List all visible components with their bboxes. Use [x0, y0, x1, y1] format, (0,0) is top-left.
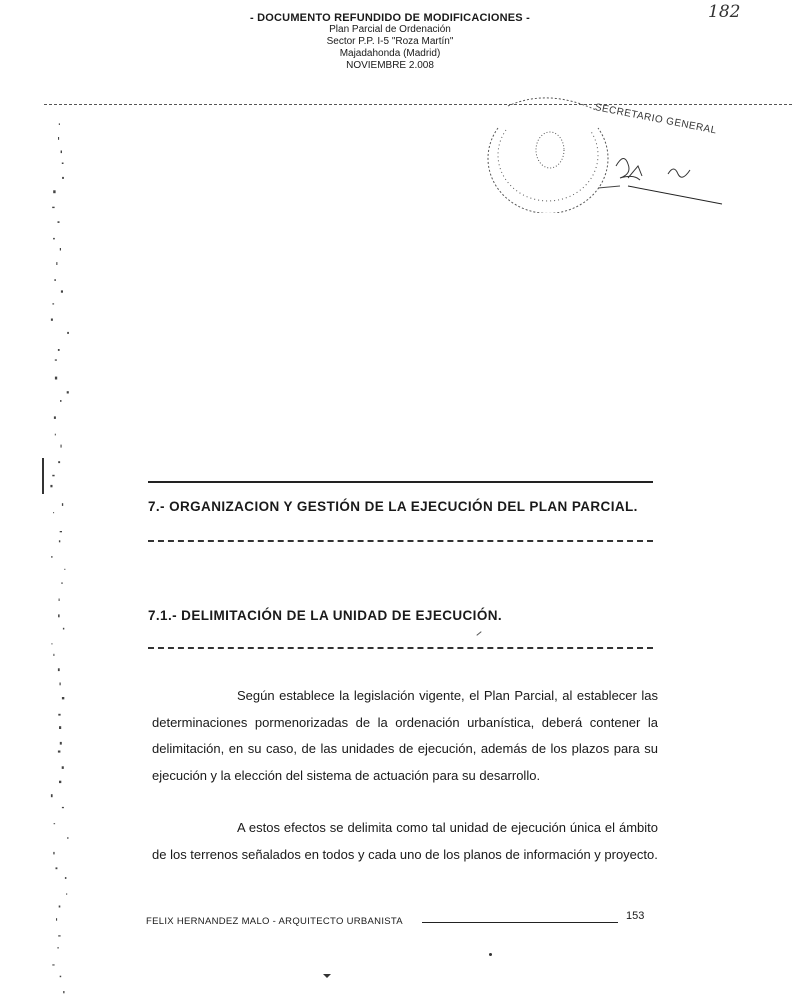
scan-speck: [54, 823, 56, 824]
paragraph-text: A estos efectos se delimita como tal unidad de ejecución única el ámbito de los terrenos señalados en todos y cada uno de los planos de información y proyecto.: [152, 820, 658, 862]
scan-speck: [58, 137, 59, 140]
page-number: 153: [626, 910, 645, 922]
scan-speck: [56, 867, 58, 869]
scan-speck: [58, 668, 60, 671]
scan-speck: [58, 714, 60, 716]
scan-speck: [63, 991, 64, 993]
scan-speck: [58, 614, 60, 617]
header-municipality: Majadahonda (Madrid): [339, 48, 441, 59]
scan-speck: [61, 151, 62, 154]
scan-speck: [65, 877, 67, 879]
scan-speck: [60, 531, 62, 532]
scan-speck: [61, 445, 62, 448]
arrow-down-icon: [322, 973, 332, 979]
handwritten-folio-number: 182: [708, 2, 741, 22]
subsection-rule: [148, 647, 653, 649]
scan-speck: [60, 248, 61, 251]
page-footer: [146, 910, 656, 930]
scan-speck: [62, 177, 64, 179]
scan-speck: [60, 400, 62, 402]
scan-speck: [64, 569, 65, 570]
scan-speck: [58, 461, 60, 463]
scan-speck: [63, 628, 64, 630]
body-paragraph: [152, 683, 658, 789]
header-title: - DOCUMENTO REFUNDIDO DE MODIFICACIONES -: [250, 12, 530, 24]
scan-speck: [62, 807, 64, 808]
scan-speck: [53, 654, 54, 656]
scan-speck: [59, 123, 60, 125]
scan-speck: [59, 906, 61, 908]
scan-speck: [53, 190, 55, 193]
scan-speck: [52, 207, 54, 208]
scan-speck: [51, 319, 53, 321]
scan-speck: [61, 290, 63, 292]
scan-speck: [55, 434, 56, 436]
scan-speck: [66, 893, 67, 894]
scan-speck: [55, 359, 57, 360]
scan-speck: [59, 726, 61, 729]
scan-speck: [60, 683, 61, 686]
scan-speck: [67, 332, 69, 334]
scan-speck: [58, 221, 60, 223]
scan-speck: [476, 631, 481, 636]
paragraph-text: Según establece la legislación vigente, el Plan Parcial, al establecer las determinaciones pormenorizadas de la ordenación urbanística, deberá contener la delimitación, en su caso, de las unidades de ejecución, además de los plazos para su ejecución y la elección del sistema de actuación para su desarrollo.: [152, 688, 658, 783]
scan-speck: [59, 599, 60, 602]
scan-speck: [52, 964, 54, 965]
scan-speck: [52, 303, 54, 304]
scan-speck: [51, 643, 52, 644]
scan-speck: [55, 377, 57, 380]
footer-author: FELIX HERNANDEZ MALO - ARQUITECTO URBANISTA: [146, 916, 403, 927]
scan-speck: [51, 794, 53, 797]
section-heading: 7.- ORGANIZACION Y GESTIÓN DE LA EJECUCIÓN DEL PLAN PARCIAL.: [148, 499, 638, 514]
header-date: NOVIEMBRE 2.008: [346, 60, 434, 71]
scan-speck: [58, 751, 61, 753]
scan-speck: [53, 852, 54, 855]
scan-speck: [50, 485, 52, 487]
scan-speck: [58, 349, 60, 351]
scan-speck: [489, 953, 492, 956]
scan-speck: [59, 781, 61, 783]
scan-speck: [52, 475, 54, 477]
scan-speck: [62, 163, 64, 165]
stamp-label: SECRETARIO GENERAL: [593, 102, 718, 137]
footer-rule: [422, 922, 618, 923]
scan-speck: [62, 503, 63, 506]
section-rule-bottom: [148, 540, 653, 542]
scan-speck: [56, 262, 57, 265]
scan-speck: [62, 697, 64, 699]
scan-speck: [58, 935, 60, 936]
subsection-heading: 7.1.- DELIMITACIÓN DE LA UNIDAD DE EJECUCIÓN.: [148, 608, 503, 623]
scan-speck: [54, 279, 56, 281]
official-seal-stamp: [478, 88, 748, 213]
scan-speck: [60, 976, 62, 978]
header-plan: Plan Parcial de Ordenación: [329, 24, 451, 35]
scan-speck: [60, 742, 62, 745]
scan-speck: [57, 947, 59, 948]
scan-speck: [61, 583, 63, 584]
scan-speck: [53, 238, 55, 240]
scan-speck: [51, 556, 52, 558]
scan-speck: [59, 540, 60, 542]
scan-speck: [54, 416, 56, 419]
document-header: [190, 12, 590, 72]
scan-noise-margin: [0, 0, 80, 1000]
body-paragraph: [152, 815, 658, 868]
scan-speck: [62, 766, 64, 769]
scan-speck: [67, 391, 69, 393]
scan-speck: [53, 512, 54, 513]
header-sector: Sector P.P. I-5 "Roza Martín": [326, 36, 454, 47]
scan-speck: [56, 918, 57, 921]
scan-speck: [67, 837, 68, 839]
section-rule-top: [148, 481, 653, 483]
